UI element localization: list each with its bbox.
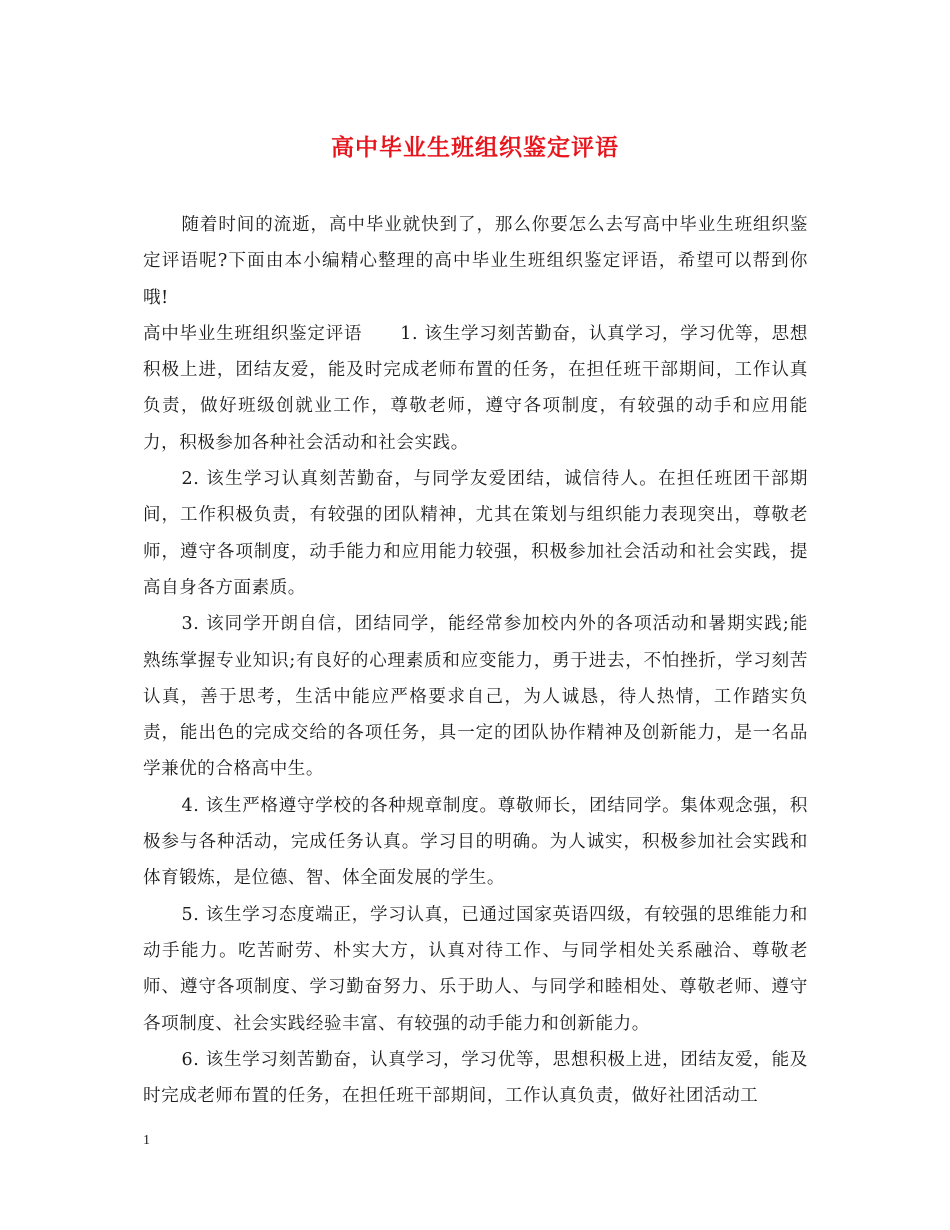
section-heading: 高中毕业生班组织鉴定评语 — [143, 323, 363, 344]
document-title: 高中毕业生班组织鉴定评语 — [331, 134, 619, 161]
list-item-6: 6. 该生学习刻苦勤奋，认真学习，学习优等，思想积极上进，团结友爱，能及时完成老师布置的任务，在担任班干部期间，工作认真负责，做好社团活动工 — [143, 1049, 808, 1107]
document-body — [143, 207, 808, 1114]
list-item-4: 4. 该生严格遵守学校的各种规章制度。尊敬师长，团结同学。集体观念强，积极参与各种活动，完成任务认真。学习目的明确。为人诚实，积极参加社会实践和体育锻炼，是位德、智、体全面发展的学生。 — [143, 795, 808, 889]
list-item-5: 5. 该生学习态度端正，学习认真，已通过国家英语四级，有较强的思维能力和动手能力。吃苦耐劳、朴实大方，认真对待工作、与同学相处关系融洽、尊敬老师、遵守各项制度、学习勤奋努力、乐于助人、与同学和睦相处、尊敬老师、遵守各项制度、社会实践经验丰富、有较强的动手能力和创新能力。 — [143, 904, 808, 1034]
page-number: 1 — [143, 1133, 150, 1148]
section-paragraph-1 — [143, 316, 808, 461]
list-item-2: 2. 该生学习认真刻苦勤奋，与同学友爱团结，诚信待人。在担任班团干部期间，工作积极负责，有较强的团队精神，尤其在策划与组织能力表现突出，尊敬老师，遵守各项制度，动手能力和应用能力较强，积极参加社会活动和社会实践，提高自身各方面素质。 — [143, 469, 808, 598]
list-item-3: 3. 该同学开朗自信，团结同学，能经常参加校内外的各项活动和暑期实践;能熟练掌握专业知识;有良好的心理素质和应变能力，勇于进去，不怕挫折，学习刻苦认真，善于思考，生活中能应严格要求自己，为人诚恳，待人热情，工作踏实负责，能出色的完成交给的各项任务，具一定的团队协作精神及创新能力，是一名品学兼优的合格高中生。 — [143, 614, 808, 780]
list-item-1: 1. 该生学习刻苦勤奋，认真学习，学习优等，思想积极上进，团结友爱，能及时完成老师布置的任务，在担任班干部期间，工作认真负责，做好班级创就业工作，尊敬老师，遵守各项制度，有较强的动手和应用能力，积极参加各种社会活动和社会实践。 — [143, 323, 808, 453]
intro-paragraph: 随着时间的流逝，高中毕业就快到了，那么你要怎么去写高中毕业生班组织鉴定评语呢?下面由本小编精心整理的高中毕业生班组织鉴定评语，希望可以帮到你哦! — [143, 215, 808, 308]
